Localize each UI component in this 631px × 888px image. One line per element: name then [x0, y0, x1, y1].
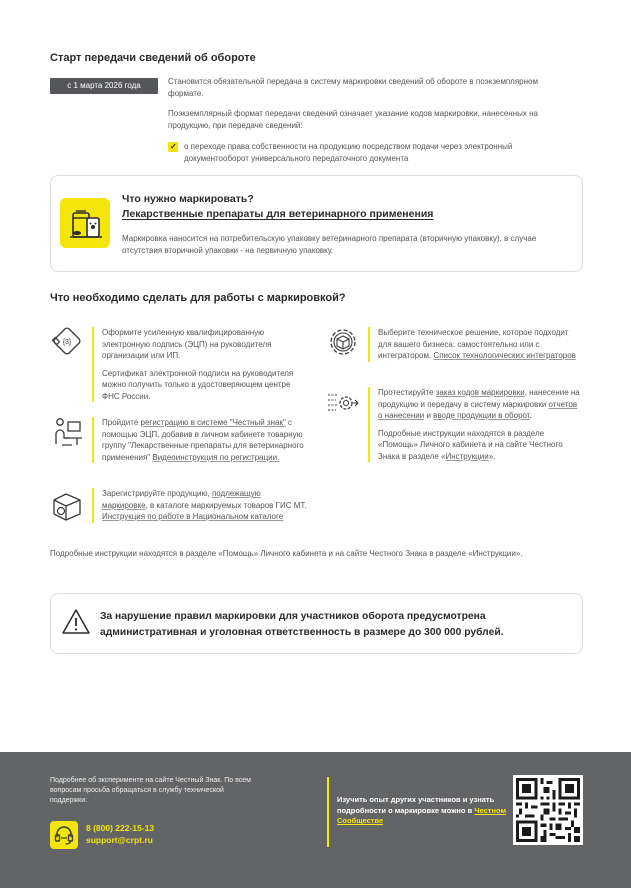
intro-paragraph-1: Становится обязательной передача в систему маркировки сведений об обороте в поэкземплярном формате. [168, 77, 538, 98]
step-3-text [92, 488, 307, 523]
national-catalog-link[interactable]: Инструкция по работе в Национальном каталоге [102, 512, 284, 521]
footer-divider [327, 777, 329, 847]
step-4-pre: Выберите техническое решение, которое подходит для вашего бизнеса: самостоятельно или с интегратором. [378, 328, 569, 360]
page-title: Старт передачи сведений об обороте [50, 52, 256, 64]
step-1-text [92, 327, 307, 402]
product-box-icon [50, 490, 84, 524]
registration-link[interactable]: регистрацию в системе "Честный знак" [140, 418, 286, 427]
date-badge: с 1 марта 2026 года [50, 78, 158, 94]
intro-paragraph-2: Поэкземплярный формат передачи сведений означает указание кодов маркировки, нанесенных на продукцию, при передаче сведений: [168, 109, 538, 130]
community-text [337, 795, 507, 827]
community-pre: Изучить опыт других участников и узнать подробности о маркировке можно в [337, 795, 495, 815]
check-icon: ✓ [170, 142, 177, 151]
step-5-text [368, 387, 583, 462]
steps-footnote: Подробные инструкции находятся в разделе «Помощь» Личного кабинета и на сайте Честного Знака в разделе «Инструкции». [50, 549, 523, 558]
pet-food-package-icon [60, 198, 110, 248]
warning-text: За нарушение правил маркировки для участников оборота предусмотрена административная и уголовная ответственность в размере до 300 000 рублей. [100, 611, 504, 638]
step-5-end: . [529, 411, 532, 420]
put-into-circulation-link[interactable]: вводе продукции в оборот [433, 411, 530, 420]
footer [0, 752, 631, 888]
product-group-link[interactable]: Лекарственные препараты для ветеринарного применения [122, 208, 434, 220]
check-item-text: о переходе права собственности на продукцию посредством подачи через электронный документооборот универсального передаточного документа [184, 142, 513, 163]
instructions-link[interactable]: Инструкции [445, 451, 489, 461]
step-2-pre: Пройдите [102, 418, 141, 427]
headset-icon [50, 821, 78, 849]
step-2-text [92, 417, 307, 463]
community-link[interactable]: Честном Сообществе [337, 805, 507, 825]
integrators-list-link[interactable]: Список технологических интеграторов [433, 351, 576, 360]
step-4-text [368, 327, 583, 362]
what-to-mark-description: Маркировка наносится на потребительскую упаковку ветеринарного препарата (вторичную упаковку), в случае отсутствия вторичной упаковки - на первичную упаковку. [122, 234, 537, 255]
qr-code-icon [513, 775, 583, 845]
what-to-mark-card [50, 175, 583, 272]
step-5-p2-end: ». [488, 451, 496, 461]
signature-token-icon [50, 324, 84, 358]
application-reports-link[interactable]: отчетов о нанесении [378, 399, 578, 420]
step-3-pre: Зарегистрируйте продукцию, [102, 489, 212, 498]
warning-triangle-icon [61, 607, 91, 637]
process-gear-icon [326, 386, 360, 420]
what-to-mark-question: Что нужно маркировать? [122, 193, 254, 205]
footer-info: Подробнее об эксперименте на сайте Честный Знак. По всем вопросам просьба обращаться в службу технической поддержки: [50, 777, 251, 804]
svg-text:{3}: {3} [62, 339, 72, 346]
person-at-computer-icon [50, 414, 84, 448]
step-3-mid: , в каталоге маркируемых товаров ГИС МТ. [145, 500, 307, 510]
gear-box-icon [326, 325, 360, 359]
footer-contacts [86, 822, 154, 846]
subject-to-marking-link[interactable]: подлежащую маркировке [102, 489, 261, 510]
step-1-paragraph-1: Оформите усиленную квалифицированную электронную подпись (ЭЦП) на руководителя организации или ИП. [102, 328, 272, 360]
step-5-mid-1: , нанесение на продукцию и передачу в систему маркировки [378, 388, 580, 409]
step-5-pre: Протестируйте [378, 388, 436, 397]
warning-card [50, 593, 583, 654]
step-5-mid-2: и [424, 411, 434, 420]
support-phone[interactable]: 8 (800) 222-15-13 [86, 823, 155, 833]
video-instruction-link[interactable]: Видеоинструкция по регистрации. [152, 452, 280, 462]
step-1-paragraph-2: Сертификат электронной подписи на руководителя можно получить только в удостоверяющем центре ФНС России. [102, 368, 294, 401]
order-codes-link[interactable]: заказ кодов маркировки [435, 388, 525, 397]
support-email[interactable]: support@crpt.ru [86, 835, 153, 845]
checkbox [168, 142, 178, 152]
steps-title: Что необходимо сделать для работы с маркировкой? [50, 292, 346, 304]
step-2-mid: с помощью ЭЦП, добавив в личном кабинете товарную группу "Лекарственные препараты для ветеринарного применения" [102, 418, 304, 462]
step-5-p2-pre: Подробные инструкции находятся в разделе «Помощь» Личного кабинета и на сайте Честного Знака в разделе « [378, 428, 563, 461]
